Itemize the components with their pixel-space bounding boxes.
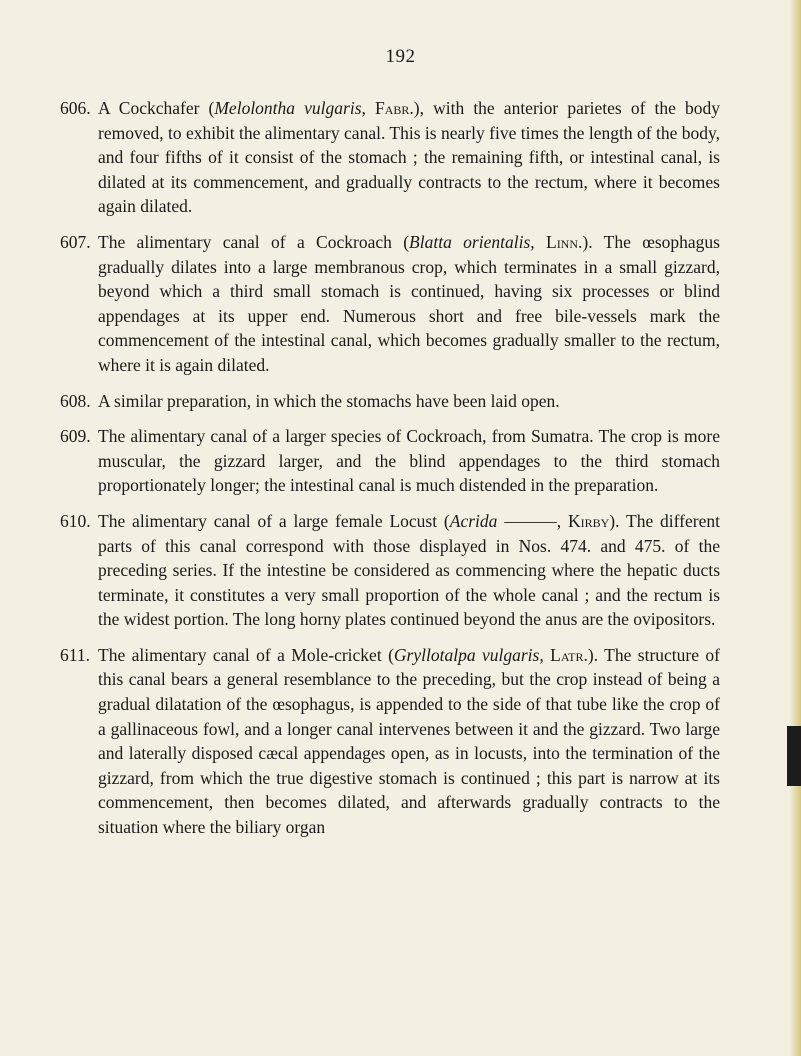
entry-text: The alimentary canal of a Mole-cricket (Gryllotalpa vulgaris, Latr.). The structure of this canal bears a general resemblance to the preceding, but the crop instead of being a gradual dilatation of the œsophagus, is appended to the side of that tube like the crop of a gallinaceous fowl, and a longer canal intervenes between it and the gizzard. Two large and laterally disposed cæcal appendages open, as in locusts, into the termination of the gizzard, from which the true digestive stomach is continued ; this part is narrow at its commencement, then becomes dilated, and afterwards gradually contracts to the situation where the biliary organ bbox=[98, 644, 720, 838]
entry-number: 611. bbox=[60, 644, 90, 665]
entry-number: 609. bbox=[60, 426, 91, 447]
entry-611 bbox=[60, 643, 720, 840]
entry-610 bbox=[60, 509, 720, 632]
entry-number: 606. bbox=[60, 98, 91, 118]
page-number: 192 bbox=[385, 46, 416, 67]
entry-text: A similar preparation, in which the stomachs have been laid open. bbox=[98, 390, 560, 411]
entry-text: A Cockchafer (Melolontha vulgaris, Fabr.), with the anterior parietes of the body removed, to exhibit the alimentary canal. This is nearly five times the length of the body, and four fifths of it consist of the stomach ; the remaining fifth, or intestinal canal, is dilated at its commencement, and gradually contracts to the rectum, where it becomes again dilated. bbox=[98, 98, 721, 217]
entry-number: 607. bbox=[60, 231, 91, 252]
page-edge-mark bbox=[787, 726, 801, 786]
page-edge-shadow bbox=[789, 0, 801, 1056]
entry-608 bbox=[60, 389, 720, 414]
entry-text: The alimentary canal of a larger species of Cockroach, from Sumatra. The crop is more muscular, the gizzard larger, and the blind appendages to the third stomach proportionately longer; the intestinal canal is much distended in the preparation. bbox=[98, 426, 720, 496]
entry-number: 608. bbox=[60, 390, 91, 411]
entry-text: The alimentary canal of a large female Locust (Acrida ———, Kirby). The different parts of this canal correspond with those displayed in Nos. 474. and 475. of the preceding series. If the intestine be considered as commencing where the hepatic ducts terminate, it constitutes a very small proportion of the whole canal ; and the rectum is the widest portion. The long horny plates continued beyond the anus are the ovipositors. bbox=[98, 510, 720, 630]
catalogue-entries bbox=[60, 96, 720, 851]
entry-text: The alimentary canal of a Cockroach (Blatta orientalis, Linn.). The œsophagus gradually dilates into a large membranous crop, which terminates in a small gizzard, beyond which a third small stomach is continued, having six processes or blind appendages at its upper end. Numerous short and free bile-vessels mark the commencement of the intestinal canal, which becomes gradually smaller to the rectum, where it is again dilated. bbox=[98, 231, 720, 375]
entry-number: 610. bbox=[60, 510, 91, 531]
entry-609 bbox=[60, 424, 720, 498]
entry-606 bbox=[60, 96, 720, 219]
entry-607 bbox=[60, 230, 720, 378]
